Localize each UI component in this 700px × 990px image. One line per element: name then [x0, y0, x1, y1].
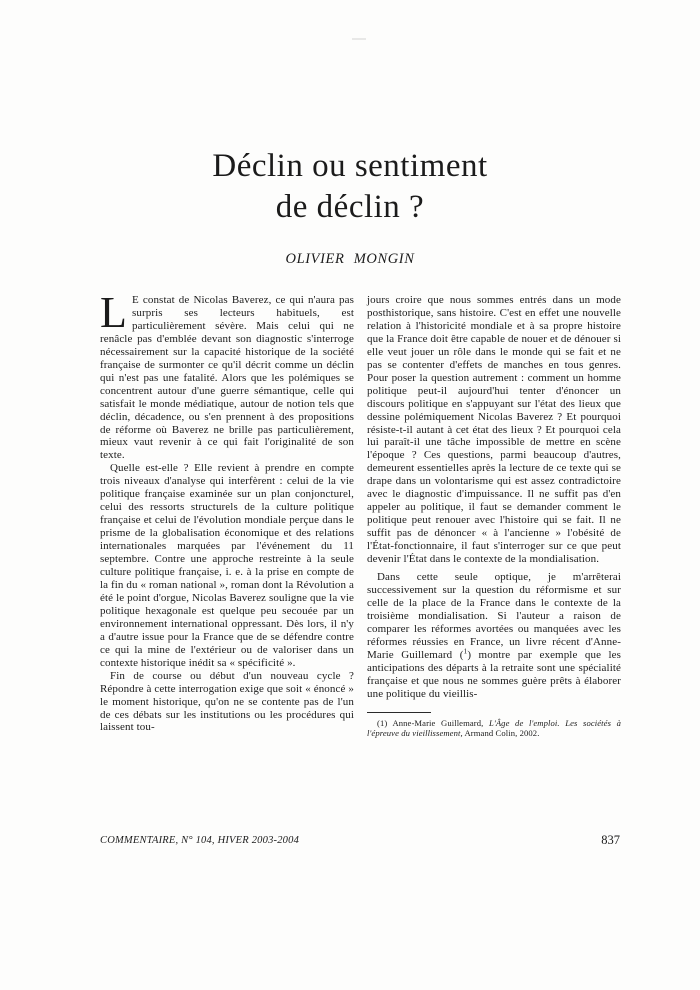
paragraph — [367, 571, 621, 701]
footnote-author: Anne-Marie Guillemard, — [392, 717, 484, 728]
paragraph: Fin de course ou début d'un nouveau cycle ? Répondre à cette interrogation exige que soit « énoncé » le moment historique, qu'on ne se contente pas de l'un de ces débats sur les institutions ou les procédures qui laissent tou- — [100, 669, 354, 734]
article-title-line2: de déclin ? — [275, 189, 425, 225]
footnote-marker: (1) — [377, 717, 388, 728]
paragraph-text: ) montre par exemple que les anticipations des départs à la retraite sont une spécialité française et que nous ne sommes guère prêts à élaborer une politique du vieillis- — [367, 648, 622, 700]
page-number: 837 — [601, 833, 620, 847]
paragraph — [100, 288, 354, 462]
footnote-separator — [367, 712, 431, 713]
footnote-book-title: L'Âge de l'emploi. Les sociétés à l'épreuve du vieillissement, — [367, 717, 621, 738]
footnote-publisher: Armand Colin, 2002. — [464, 727, 540, 738]
left-column — [100, 288, 354, 738]
drop-cap: L — [100, 288, 127, 337]
body-columns — [100, 288, 622, 738]
journal-footer: COMMENTAIRE, N° 104, HIVER 2003-2004 — [100, 835, 300, 846]
article-title — [90, 146, 610, 228]
footnote-reference: 1 — [463, 646, 468, 656]
article-author: OLIVIER MONGIN — [285, 251, 415, 267]
scan-artifact — [352, 38, 366, 40]
paragraph-text: E constat de Nicolas Baverez, ce qui n'aura pas surpris ses lecteurs habituels, est particulièrement sévère. Mais celui qui ne renâcle pas d'emblée devant son diagnostic s'interroge nécessairement sur la capacité historique de la société française de surmonter ce qu'il décrit comme un déclin qui n'est pas une fatalité. Alors que les polémiques se concentrent autour d'une guerre sémantique, celle qui satisfait le monde médiatique, autour de notion tels que déclin, décadence, ou s'en prennent à des propositions de réforme où Baverez ne brille pas particulièrement, mieux vaut revenir à ce qui fait l'originalité de son texte. — [100, 294, 354, 462]
paragraph: jours croire que nous sommes entrés dans un mode posthistorique, sans histoire. C'est en effet une nouvelle relation à l'historicité mondiale et à sa propre histoire que la France doit être capable de nouer et de dénouer si elle veut jouer un rôle dans le monde qui se fait et ne pas se contenter d'effets de manches en tous genres. Pour poser la question autrement : comment un homme politique peut-il aujourd'hui tenter d'énoncer un discours politique en s'appuyant sur l'état des lieux que dessine polémiquement Nicolas Baverez ? Et pourquoi résiste-t-il autant à cet état des lieux ? Et pourquoi cela lui paraît-il une tâche impossible de mettre en scène l'époque ? Ces questions, parmi beaucoup d'autres, demeurent essentielles après la lecture de ce texte qui se drape dans un volontarisme qui est assez contradictoire avec le diagnostic d'impuissance. Il ne suffit pas d'en appeler au politique, il faut se demander comment le politique peut renouer avec l'histoire qui se fait. Il ne suffit pas de dénoncer « à l'ancienne » l'obésité de l'État-fonctionnaire, il faut s'interroger sur ce que peut devenir l'État dans le contexte de la mondialisation. — [367, 294, 621, 566]
paragraph-text: Dans cette seule optique, je m'arrêterai successivement sur la question du réformisme et sur celle de la place de la France dans le contexte de la troisième mondialisation. Si l'auteur a raison de comparer les réformes avortées ou manquées avec les réformes réussies en France, un livre récent d'Anne-Marie Guillemard ( — [367, 571, 621, 661]
article-title-line1: Déclin ou sentiment — [212, 148, 488, 184]
footnote — [367, 712, 621, 739]
right-column — [367, 294, 621, 738]
footnote-text — [367, 718, 621, 739]
paragraph: Quelle est-elle ? Elle revient à prendre en compte trois niveaux d'analyse qui interfèrent : celui de la vie politique française examinée sur un plan conjoncturel, celui des ressorts structurels de la culture politique française et celui de l'évolution mondiale perçue dans le prisme de la globalisation économique et des relations internationales marquées par l'événement du 11 septembre. Contre une approche restreinte à la seule culture politique française, i. e. à la prise en compte de la fin du « roman national », roman dont la Révolution a été le point d'orgue, Nicolas Baverez souligne que la vie politique hexagonale est quelque peu secouée par un environnement international oppressant. Dès lors, il n'y a d'autre issue pour la France que de se défendre contre ce qui la mine de l'extérieur ou de valoriser dans un contexte historique inédit sa « spécificité ». — [100, 462, 354, 669]
